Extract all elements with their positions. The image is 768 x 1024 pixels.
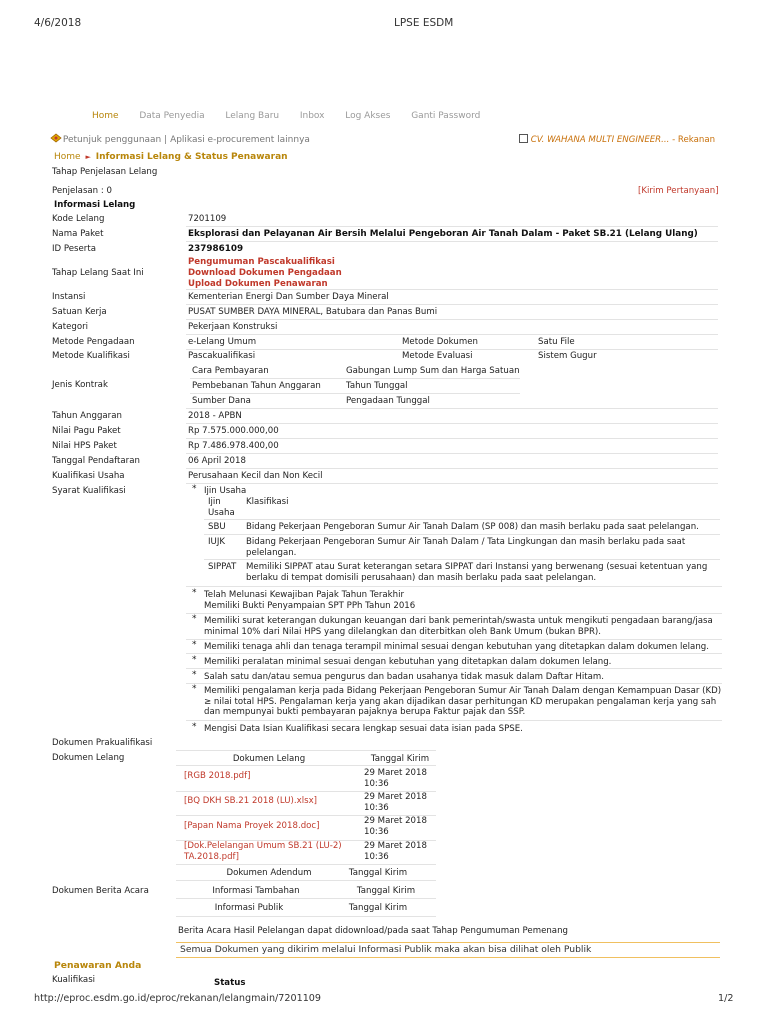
bullet-icon: * — [192, 684, 197, 694]
file-date: 29 Maret 2018 10:36 — [364, 841, 427, 862]
dok-lelang-label: Dokumen Lelang — [52, 753, 125, 763]
file-link[interactable]: [Dok.Pelelangan Umum SB.21 (LU-2) TA.2018.pdf] — [184, 841, 342, 862]
syarat-item: Mengisi Data Isian Kualifikasi secara lengkap sesuai data isian pada SPSE. — [204, 724, 523, 734]
file-date: 29 Maret 2018 10:36 — [364, 816, 427, 837]
bullet-icon: * — [192, 670, 197, 680]
row-divider — [176, 864, 436, 865]
row-divider — [186, 334, 718, 335]
breadcrumb-home[interactable]: Home — [54, 152, 81, 162]
row-divider — [176, 765, 436, 766]
metode-dokumen-label: Metode Dokumen — [402, 337, 478, 347]
kualifikasi-usaha-value: Perusahaan Kecil dan Non Kecil — [188, 471, 323, 481]
breadcrumb-arrow-icon: ► — [85, 153, 91, 161]
izin-col-klasifikasi: Klasifikasi — [246, 497, 289, 507]
row-divider — [176, 916, 436, 917]
user-info — [519, 134, 715, 145]
row-divider — [186, 408, 718, 409]
cara-pembayaran-value: Gabungan Lump Sum dan Harga Satuan — [346, 366, 520, 376]
info-publik-col: Informasi Publik — [214, 903, 284, 913]
izin-title: Ijin Usaha — [204, 486, 247, 496]
info-tambahan-col: Informasi Tambahan — [212, 886, 300, 896]
row-divider — [186, 423, 718, 424]
kategori-value: Pekerjaan Konstruksi — [188, 322, 278, 332]
row-divider — [186, 668, 722, 669]
tahap-upload[interactable]: Upload Dokumen Penawaran — [188, 278, 328, 289]
adendum-col-date: Tanggal Kirim — [348, 868, 408, 878]
row-divider — [186, 304, 718, 305]
hps-label: Nilai HPS Paket — [52, 441, 117, 451]
bullet-icon: * — [192, 722, 197, 732]
file-date: 29 Maret 2018 10:36 — [364, 768, 427, 789]
metode-pengadaan-label: Metode Pengadaan — [52, 337, 135, 347]
guide-link[interactable]: Petunjuk penggunaan — [62, 135, 162, 145]
user-icon — [519, 134, 528, 143]
dok-prakualifikasi-label: Dokumen Prakualifikasi — [52, 738, 153, 748]
bullet-icon: * — [192, 614, 197, 624]
kode-label: Kode Lelang — [52, 214, 105, 224]
row-divider — [204, 559, 720, 560]
nav-inbox[interactable]: Inbox — [299, 111, 325, 121]
metode-kualifikasi-label: Metode Kualifikasi — [52, 351, 130, 361]
row-divider — [186, 639, 722, 640]
pembebanan-value: Tahun Tunggal — [346, 381, 408, 391]
row-divider — [186, 349, 718, 350]
kategori-label: Kategori — [52, 322, 89, 332]
print-url: http://eproc.esdm.go.id/eproc/rekanan/lelangmain/7201109 — [34, 993, 322, 1004]
metode-kualifikasi-value: Pascakualifikasi — [188, 351, 256, 361]
user-role: - Rekanan — [672, 135, 716, 145]
kualifikasi-usaha-label: Kualifikasi Usaha — [52, 471, 125, 481]
instansi-label: Instansi — [52, 292, 86, 302]
izin-iujk: IUJK — [208, 537, 225, 547]
cara-pembayaran-label: Cara Pembayaran — [192, 366, 269, 376]
row-divider — [186, 438, 718, 439]
nav-ganti-password[interactable]: Ganti Password — [411, 111, 481, 121]
row-divider — [186, 468, 718, 469]
public-notice-text: Semua Dokumen yang dikirim melalui Informasi Publik maka akan bisa dilihat oleh Publik — [180, 944, 592, 955]
berita-acara-label: Dokumen Berita Acara — [52, 886, 149, 896]
print-page-number: 1/2 — [718, 993, 734, 1004]
row-divider — [186, 319, 718, 320]
tgl-daftar-value: 06 April 2018 — [188, 456, 246, 466]
row-divider — [176, 750, 436, 751]
bullet-icon: * — [192, 655, 197, 665]
row-divider — [186, 683, 722, 684]
row-divider — [190, 378, 520, 379]
metode-evaluasi-label: Metode Evaluasi — [402, 351, 473, 361]
tahap-label: Tahap Lelang Saat Ini — [52, 268, 144, 278]
berita-acara-note: Berita Acara Hasil Pelelangan dapat didownload/pada saat Tahap Pengumuman Pemenang — [178, 926, 568, 936]
row-divider — [204, 534, 720, 535]
print-date: 4/6/2018 — [34, 17, 82, 29]
tahap-pengumuman[interactable]: Pengumuman Pascakualifikasi — [188, 257, 335, 267]
dok-lelang-col-doc: Dokumen Lelang — [232, 754, 306, 764]
breadcrumb-current: Informasi Lelang & Status Penawaran — [95, 152, 288, 162]
nav-home[interactable]: Home — [92, 111, 119, 121]
help-separator: | — [164, 135, 168, 145]
nav-log-akses[interactable]: Log Akses — [345, 111, 391, 121]
row-divider — [186, 586, 722, 587]
status-label: Status — [214, 978, 246, 988]
row-divider — [186, 226, 718, 227]
row-divider — [186, 720, 722, 721]
adendum-col-doc: Dokumen Adendum — [226, 868, 312, 878]
pembebanan-label: Pembebanan Tahun Anggaran — [192, 381, 321, 391]
row-divider — [186, 613, 722, 614]
section-informasi-lelang: Informasi Lelang — [54, 200, 136, 210]
row-divider — [176, 898, 436, 899]
syarat-item: Memiliki peralatan minimal sesuai dengan kebutuhan yang ditetapkan dalam dokumen lelang. — [204, 657, 612, 667]
izin-sippat: SIPPAT — [208, 562, 237, 572]
kode-value: 7201109 — [188, 214, 227, 224]
satker-value: PUSAT SUMBER DAYA MINERAL, Batubara dan Panas Bumi — [188, 307, 438, 317]
row-divider — [204, 519, 720, 520]
bullet-icon: * — [192, 588, 197, 598]
help-bar — [50, 133, 310, 145]
tgl-daftar-label: Tanggal Pendaftaran — [52, 456, 140, 466]
instansi-value: Kementerian Energi Dan Sumber Daya Mineral — [188, 292, 389, 302]
peserta-label: ID Peserta — [52, 244, 96, 254]
syarat-item: Memiliki pengalaman kerja pada Bidang Pekerjaan Pengeboran Sumur Air Tanah Dalam dengan Kemampuan Dasar (KD) ≥ nilai total HPS. Pengalaman kerja yang akan dijadikan dasar perhitungan KD merupakan pengalaman kerja yang sah dan mempunyai bukti pembayaran pajaknya berupa Faktur pajak dan SSP. — [204, 686, 722, 718]
syarat-item: Memiliki surat keterangan dukungan keuangan dari bank pemerintah/swasta untuk mengikuti pengadaan barang/jasa minimal 10% dari Nilai HPS yang dilelangkan dan diterbitkan oleh Bank Umum (bukan BPR). — [204, 616, 713, 637]
paket-label: Nama Paket — [52, 229, 104, 239]
other-apps-link[interactable]: Aplikasi e-procurement lainnya — [170, 135, 310, 145]
izin-sbu: SBU — [208, 522, 226, 532]
breadcrumb — [54, 152, 288, 162]
tahap-download[interactable]: Download Dokumen Pengadaan — [188, 267, 342, 278]
peserta-value: 237986109 — [188, 244, 244, 254]
help-icon — [50, 133, 60, 142]
row-divider — [186, 241, 718, 242]
row-divider — [186, 653, 722, 654]
row-divider — [176, 880, 436, 881]
jenis-kontrak-label: Jenis Kontrak — [52, 380, 108, 390]
row-divider — [186, 483, 718, 484]
izin-sbu-klas: Bidang Pekerjaan Pengeboran Sumur Air Tanah Dalam (SP 008) dan masih berlaku pada saat pelelangan. — [246, 522, 699, 532]
print-title: LPSE ESDM — [394, 17, 454, 29]
tahap-list — [188, 257, 342, 289]
syarat-item: Telah Melunasi Kewajiban Pajak Tahun Terakhir Memiliki Bukti Penyampaian SPT PPh Tahun 2016 — [204, 590, 416, 611]
penawaran-title: Penawaran Anda — [54, 960, 142, 971]
izin-sippat-klas: Memiliki SIPPAT atau Surat keterangan setara SIPPAT dari Instansi yang berwenang (sesuai ketentuan yang berlaku di tempat domisili perusahaan) dan masih berlaku pada saat pelelangan. — [246, 562, 708, 583]
izin-col-ijin: Ijin Usaha — [208, 497, 235, 518]
row-divider — [186, 453, 718, 454]
file-link[interactable]: [BQ DKH SB.21 2018 (LU).xlsx] — [184, 796, 318, 806]
metode-evaluasi-value: Sistem Gugur — [538, 351, 597, 361]
metode-dokumen-value: Satu File — [538, 337, 575, 347]
info-publik-date-col: Tanggal Kirim — [348, 903, 408, 913]
pagu-value: Rp 7.575.000.000,00 — [188, 426, 279, 436]
top-nav — [92, 111, 498, 121]
file-link[interactable]: [Papan Nama Proyek 2018.doc] — [184, 821, 320, 831]
penjelasan-count: Penjelasan : 0 — [52, 186, 112, 196]
hps-value: Rp 7.486.978.400,00 — [188, 441, 279, 451]
row-divider — [186, 289, 718, 290]
dok-lelang-col-date: Tanggal Kirim — [370, 754, 430, 764]
sumber-dana-value: Pengadaan Tunggal — [346, 396, 430, 406]
paket-value: Eksplorasi dan Pelayanan Air Bersih Melalui Pengeboran Air Tanah Dalam - Paket SB.21 (Lelang Ulang) — [188, 229, 698, 239]
tahun-anggaran-label: Tahun Anggaran — [52, 411, 122, 421]
bullet-icon: * — [192, 640, 197, 650]
user-name-link[interactable]: CV. WAHANA MULTI ENGINEER... — [530, 135, 670, 145]
syarat-item: Memiliki tenaga ahli dan tenaga terampil minimal sesuai dengan kebutuhan yang ditetapkan dalam dokumen lelang. — [204, 642, 709, 652]
bullet-icon: * — [192, 484, 197, 494]
stage-title: Tahap Penjelasan Lelang — [52, 167, 158, 177]
sumber-dana-label: Sumber Dana — [192, 396, 251, 406]
syarat-item: Salah satu dan/atau semua pengurus dan badan usahanya tidak masuk dalam Daftar Hitam. — [204, 672, 604, 682]
nav-lelang-baru[interactable]: Lelang Baru — [225, 111, 280, 121]
file-link[interactable]: [RGB 2018.pdf] — [184, 771, 251, 781]
file-date: 29 Maret 2018 10:36 — [364, 792, 427, 813]
izin-iujk-klas: Bidang Pekerjaan Pengeboran Sumur Air Tanah Dalam / Tata Lingkungan dan masih berlaku pada saat pelelangan. — [246, 537, 686, 558]
pagu-label: Nilai Pagu Paket — [52, 426, 121, 436]
syarat-label: Syarat Kualifikasi — [52, 486, 126, 496]
info-tambahan-date-col: Tanggal Kirim — [356, 886, 416, 896]
row-divider — [190, 393, 520, 394]
metode-pengadaan-value: e-Lelang Umum — [188, 337, 257, 347]
nav-data-penyedia[interactable]: Data Penyedia — [139, 111, 205, 121]
kualifikasi-label: Kualifikasi — [52, 975, 96, 985]
tahun-anggaran-value: 2018 - APBN — [188, 411, 242, 421]
satker-label: Satuan Kerja — [52, 307, 107, 317]
kirim-pertanyaan-link[interactable]: [Kirim Pertanyaan] — [638, 186, 719, 196]
